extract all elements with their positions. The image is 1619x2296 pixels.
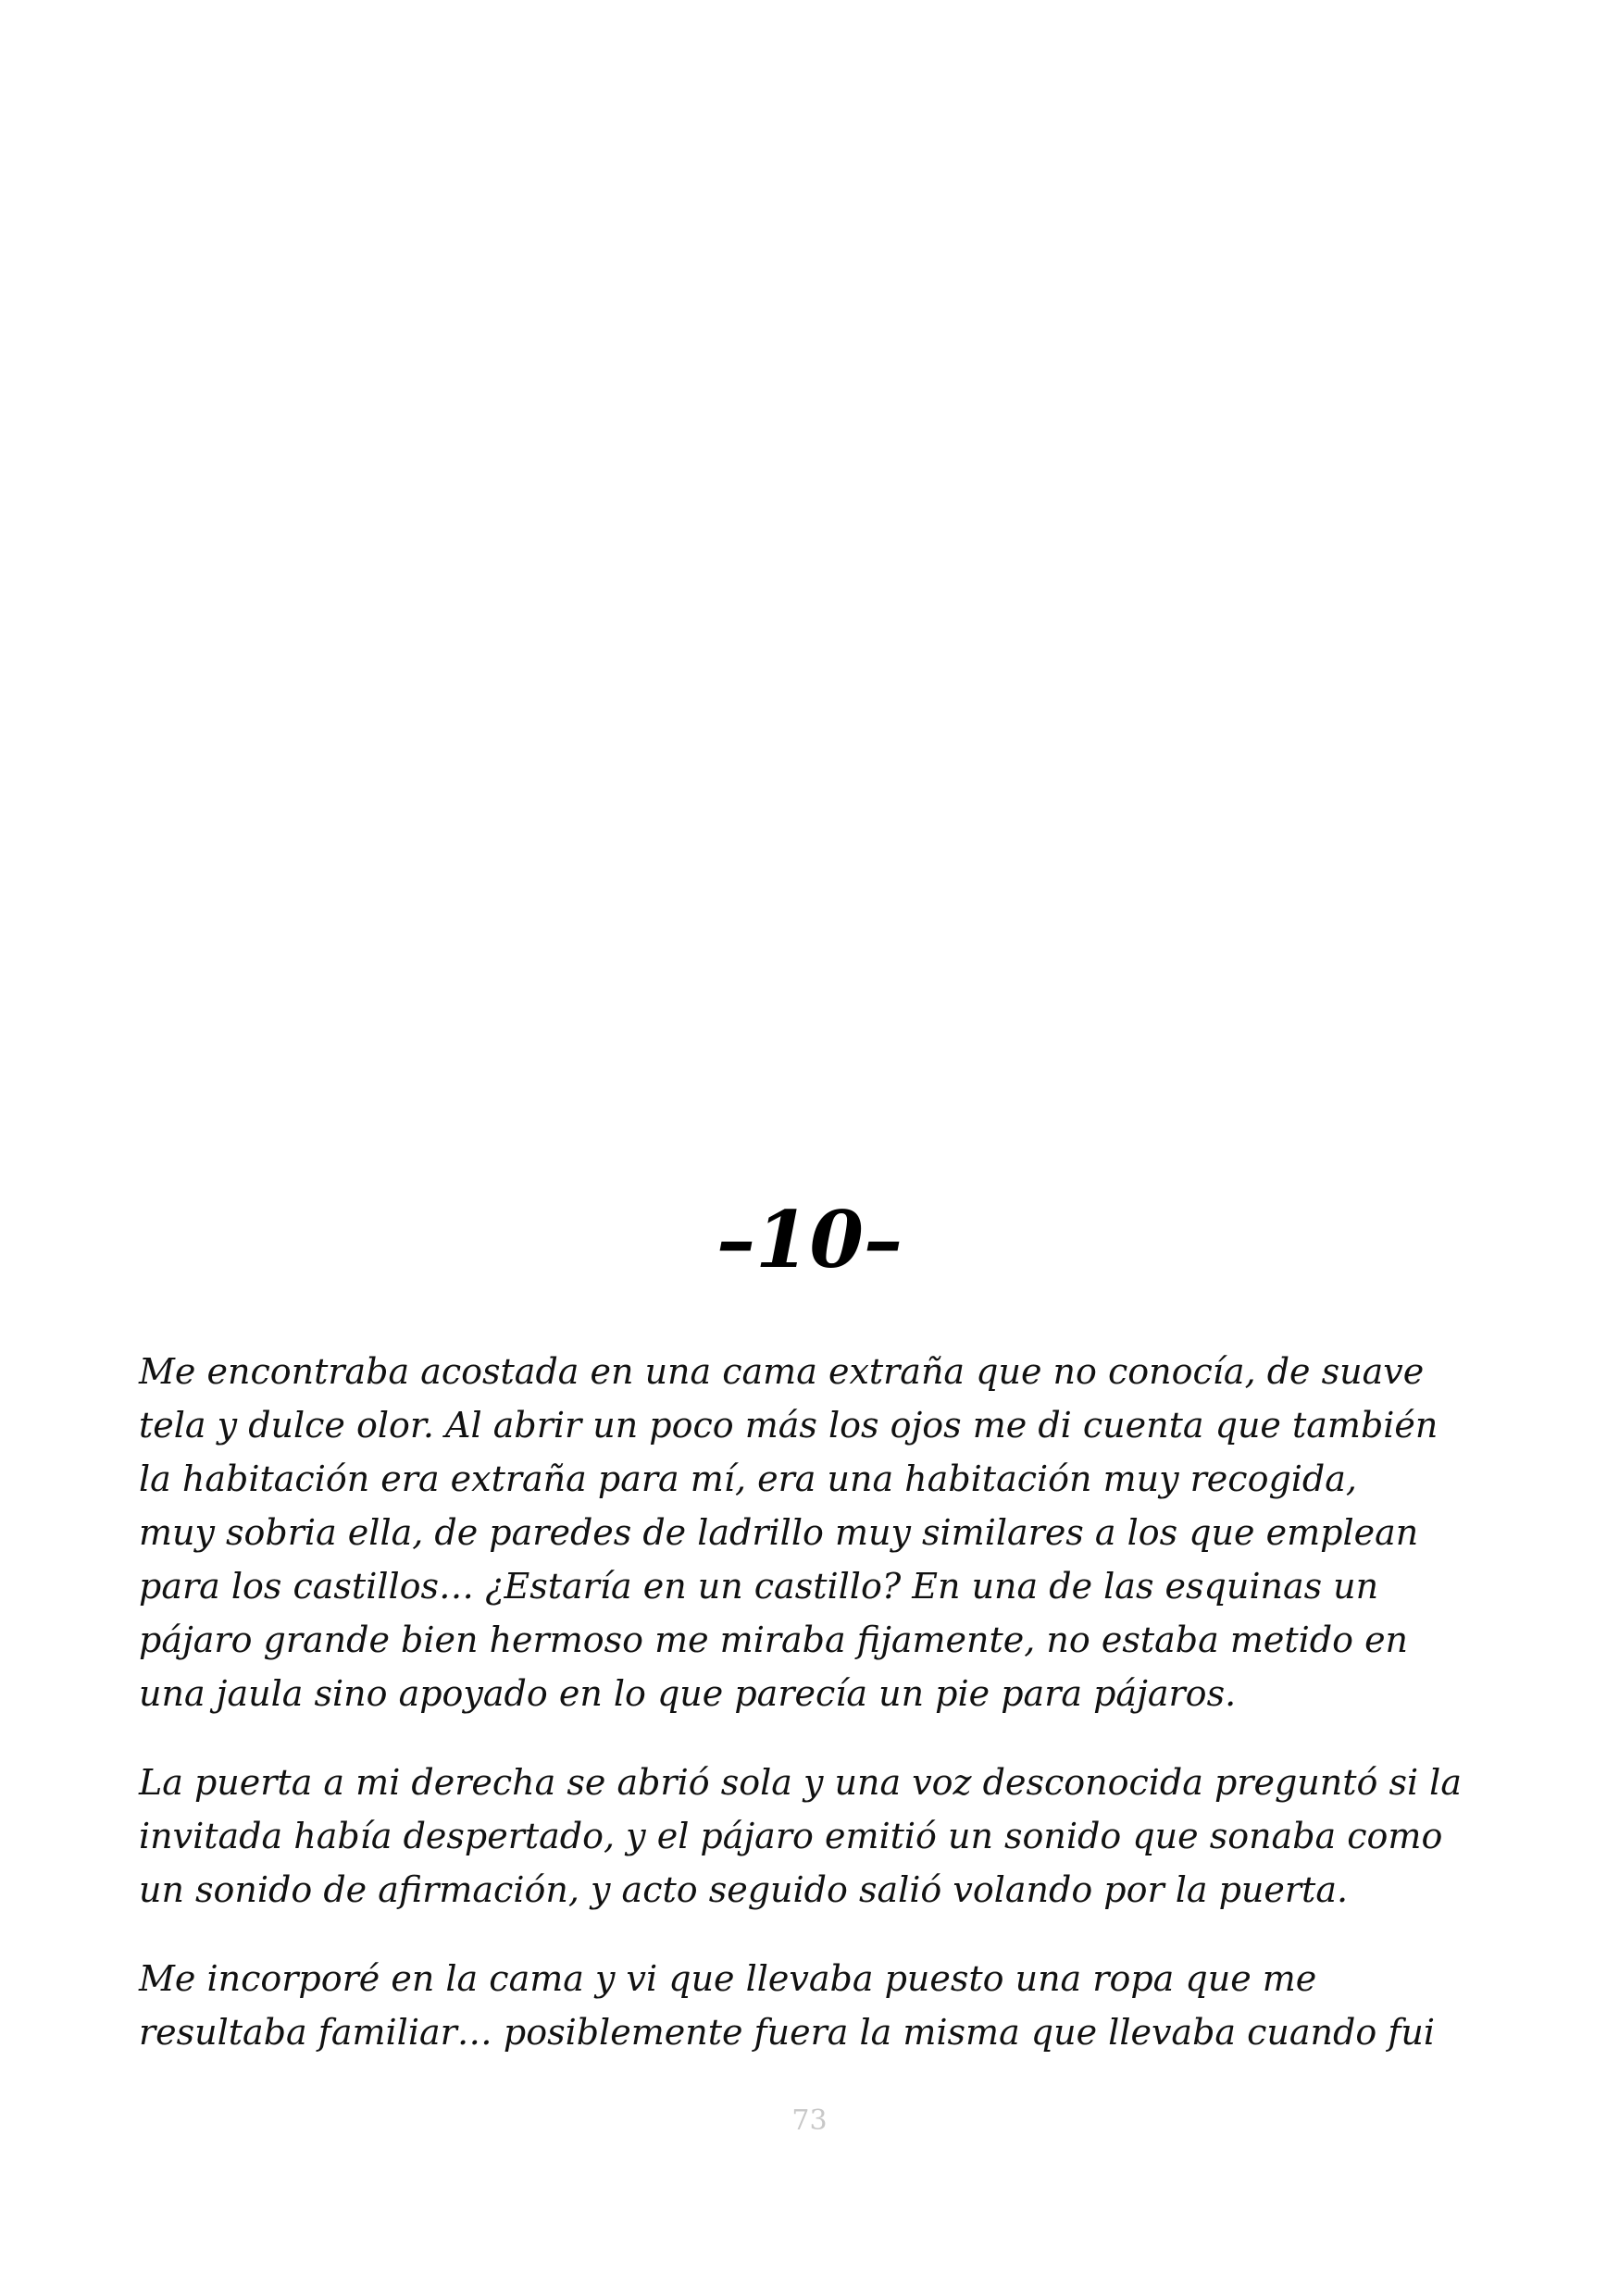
text-line: La puerta a mi derecha se abrió sola y una voz desconocida preguntó si la [139,1762,1462,1803]
text-line: una jaula sino apoyado en lo que parecía un pie para pájaros. [139,1673,1237,1714]
text-line: pájaro grande bien hermoso me miraba fijamente, no estaba metido en [139,1620,1409,1660]
text-line: resultaba familiar… posiblemente fuera la misma que llevaba cuando fui [139,2012,1436,2053]
text-line: Me encontraba acostada en una cama extraña que no conocía, de suave [139,1351,1425,1392]
chapter-body [139,1345,1490,2094]
chapter-title: –10– [716,1194,903,1285]
text-line: muy sobria ella, de paredes de ladrillo muy similares a los que emplean [139,1512,1419,1553]
paragraph-1 [139,1345,1490,1720]
text-line: para los castillos… ¿Estaría en un castillo? En una de las esquinas un [139,1566,1379,1607]
text-line: Me incorporé en la cama y vi que llevaba puesto una ropa que me [139,1958,1317,1999]
text-line: tela y dulce olor. Al abrir un poco más los ojos me di cuenta que también [139,1405,1438,1446]
paragraph-3 [139,1952,1490,2059]
text-line: un sonido de afirmación, y acto seguido salió volando por la puerta. [139,1869,1349,1910]
text-line: la habitación era extraña para mí, era una habitación muy recogida, [139,1458,1357,1499]
text-line: invitada había despertado, y el pájaro emitió un sonido que sonaba como [139,1816,1443,1856]
page-number: 73 [791,2104,828,2137]
paragraph-2 [139,1756,1490,1917]
